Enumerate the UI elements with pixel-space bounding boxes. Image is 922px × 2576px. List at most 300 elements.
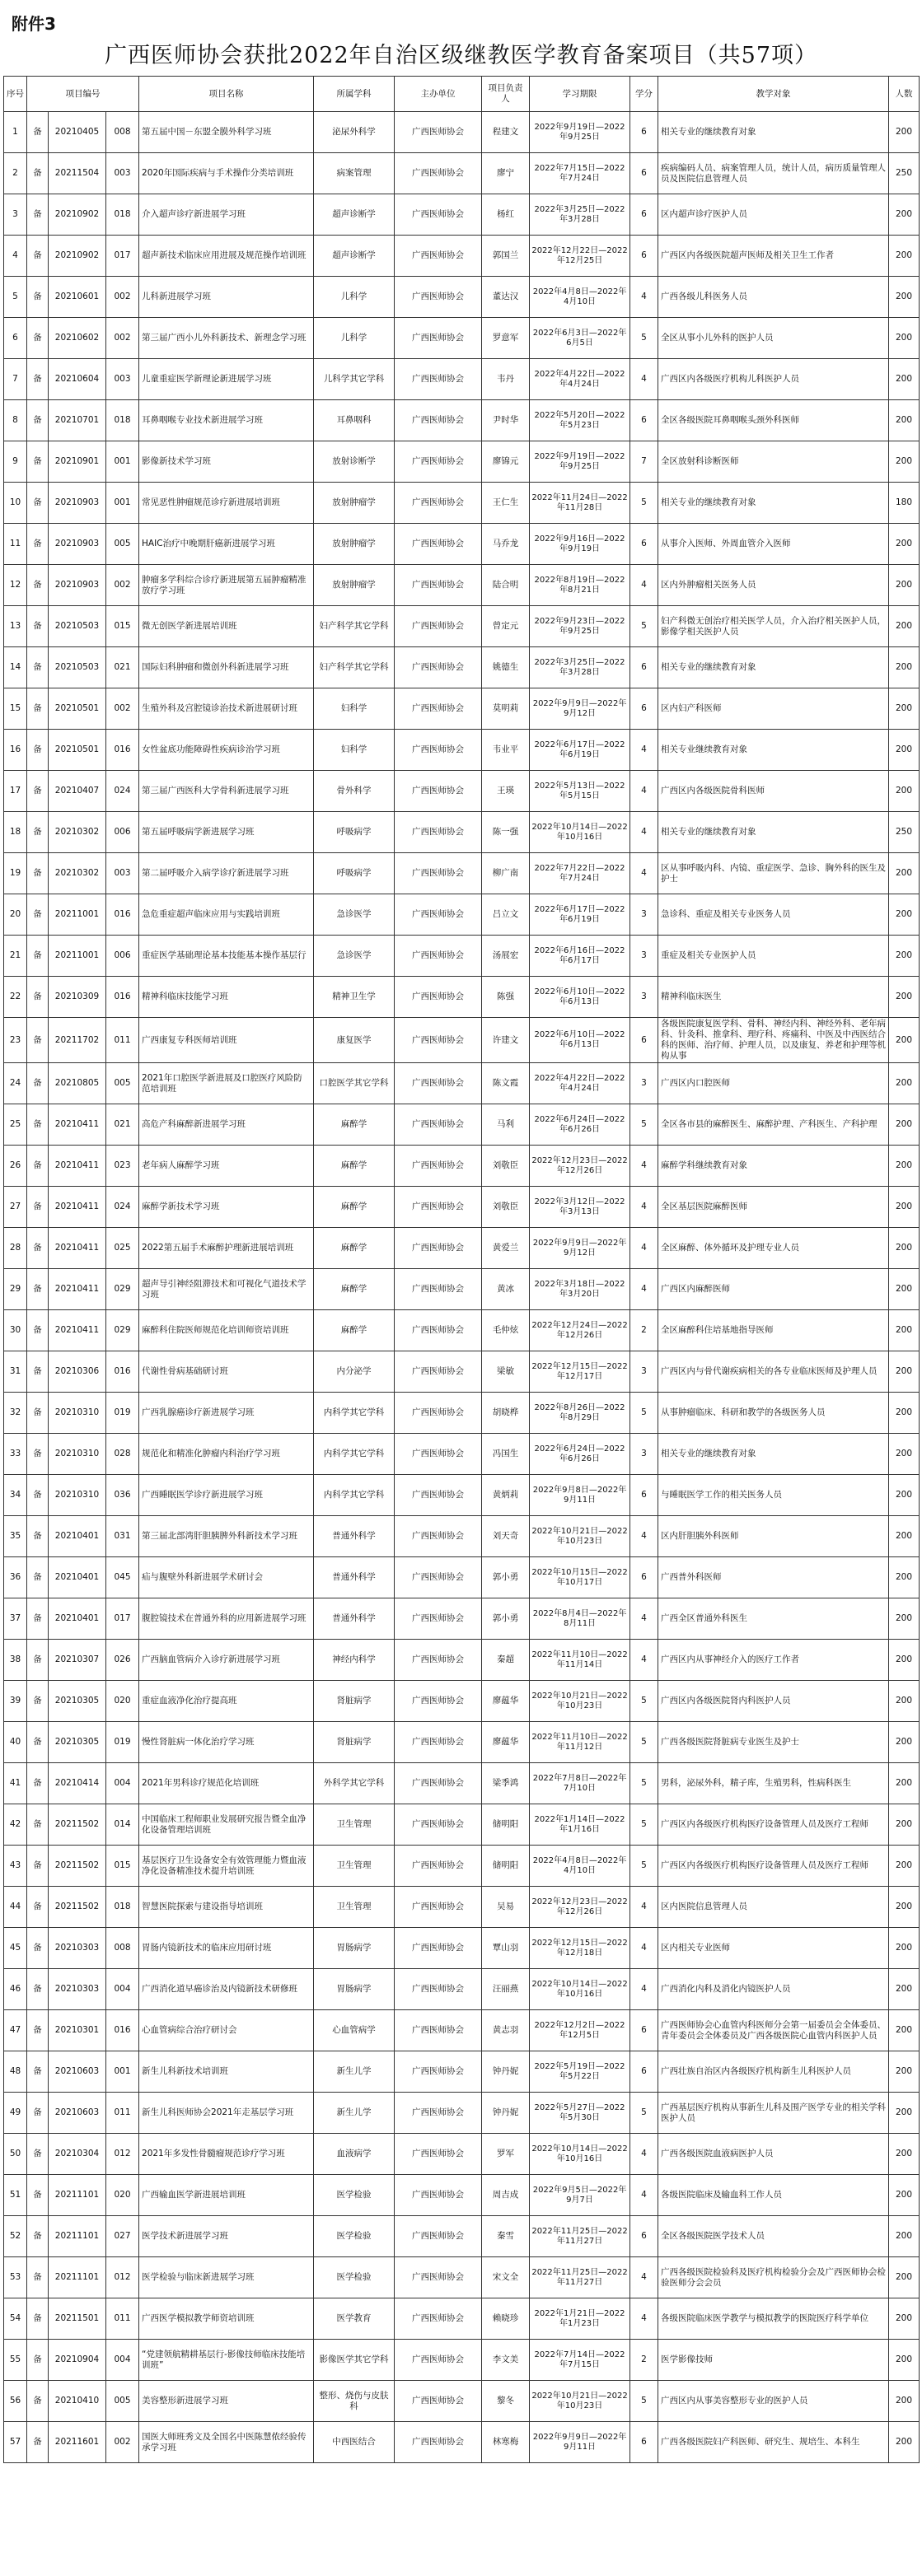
row-index: 29 — [4, 1269, 27, 1310]
project-name: 第五届中国－东盟全膜外科学习班 — [139, 112, 314, 153]
headcount: 200 — [889, 1887, 920, 1928]
headcount: 200 — [889, 2381, 920, 2422]
code-prefix: 备 — [27, 1969, 49, 2010]
code-number: 20210401 — [49, 1598, 106, 1640]
period: 2022年8月4日—2022年8月11日 — [530, 1598, 630, 1640]
organizer: 广西医师协会 — [395, 1393, 482, 1434]
project-name: 广西乳腺癌诊疗新进展学习班 — [139, 1393, 314, 1434]
code-number: 20210903 — [49, 524, 106, 565]
organizer: 广西医师协会 — [395, 2381, 482, 2422]
code-number: 20210310 — [49, 1475, 106, 1516]
period: 2022年12月15日—2022年12月18日 — [530, 1928, 630, 1969]
organizer: 广西医师协会 — [395, 318, 482, 359]
target-audience: 全区从事小儿外科的医护人员 — [658, 318, 889, 359]
organizer: 广西医师协会 — [395, 2422, 482, 2463]
credits: 4 — [630, 565, 658, 606]
header-subject: 所属学科 — [314, 77, 395, 112]
leader: 尹时华 — [482, 400, 530, 441]
credits: 4 — [630, 1887, 658, 1928]
code-prefix: 备 — [27, 894, 49, 936]
code-sequence: 006 — [106, 812, 139, 853]
table-row — [4, 2134, 920, 2175]
subject: 病案管理 — [314, 153, 395, 194]
period: 2022年4月8日—2022年4月10日 — [530, 1846, 630, 1887]
period: 2022年9月9日—2022年9月12日 — [530, 1228, 630, 1269]
period: 2022年7月14日—2022年7月15日 — [530, 2340, 630, 2381]
row-index: 44 — [4, 1887, 27, 1928]
row-index: 55 — [4, 2340, 27, 2381]
project-name: 规范化和精准化肿瘤内科治疗学习班 — [139, 1434, 314, 1475]
code-sequence: 016 — [106, 730, 139, 771]
row-index: 25 — [4, 1104, 27, 1146]
organizer: 广西医师协会 — [395, 2175, 482, 2216]
code-prefix: 备 — [27, 2051, 49, 2093]
project-name: 广西康复专科医师培训班 — [139, 1018, 314, 1063]
organizer: 广西医师协会 — [395, 153, 482, 194]
credits: 2 — [630, 1310, 658, 1351]
code-sequence: 005 — [106, 524, 139, 565]
row-index: 35 — [4, 1516, 27, 1557]
code-prefix: 备 — [27, 1722, 49, 1763]
code-sequence: 016 — [106, 1351, 139, 1393]
project-name: 广西脑血管病介入诊疗新进展学习班 — [139, 1640, 314, 1681]
subject: 泌尿外科学 — [314, 112, 395, 153]
target-audience: 从事介入医师、外周血管介入医师 — [658, 524, 889, 565]
code-sequence: 011 — [106, 2093, 139, 2134]
headcount: 200 — [889, 1763, 920, 1804]
row-index: 13 — [4, 606, 27, 647]
organizer: 广西医师协会 — [395, 2134, 482, 2175]
code-sequence: 014 — [106, 1804, 139, 1846]
code-sequence: 004 — [106, 1969, 139, 2010]
table-row — [4, 112, 920, 153]
target-audience: 广西区内各级医院肾内科医护人员 — [658, 1681, 889, 1722]
code-prefix: 备 — [27, 2298, 49, 2340]
code-prefix: 备 — [27, 1063, 49, 1104]
code-sequence: 045 — [106, 1557, 139, 1598]
target-audience: 各级医院临床医学教学与模拟教学的医院医疗科学单位 — [658, 2298, 889, 2340]
headcount: 200 — [889, 1146, 920, 1187]
row-index: 31 — [4, 1351, 27, 1393]
code-number: 20211504 — [49, 153, 106, 194]
table-row — [4, 1598, 920, 1640]
credits: 7 — [630, 441, 658, 483]
code-prefix: 备 — [27, 483, 49, 524]
target-audience: 急诊科、重症及相关专业医务人员 — [658, 894, 889, 936]
code-sequence: 002 — [106, 2422, 139, 2463]
target-audience: 相关专业继续教育对象 — [658, 730, 889, 771]
target-audience: 广西消化内科及消化内镜医护人员 — [658, 1969, 889, 2010]
credits: 6 — [630, 2216, 658, 2257]
code-sequence: 026 — [106, 1640, 139, 1681]
headcount: 200 — [889, 977, 920, 1018]
credits: 3 — [630, 936, 658, 977]
subject: 呼吸病学 — [314, 812, 395, 853]
code-sequence: 006 — [106, 936, 139, 977]
code-prefix: 备 — [27, 359, 49, 400]
credits: 4 — [630, 1269, 658, 1310]
leader: 吴易 — [482, 1887, 530, 1928]
leader: 莫明莉 — [482, 688, 530, 730]
row-index: 43 — [4, 1846, 27, 1887]
project-name: 国际妇科肿瘤和微创外科新进展学习班 — [139, 647, 314, 688]
leader: 黄冰 — [482, 1269, 530, 1310]
target-audience: 相关专业的继续教育对象 — [658, 1434, 889, 1475]
credits: 6 — [630, 1557, 658, 1598]
headcount: 200 — [889, 2134, 920, 2175]
credits: 6 — [630, 1475, 658, 1516]
headcount: 200 — [889, 2298, 920, 2340]
code-prefix: 备 — [27, 524, 49, 565]
code-number: 20210602 — [49, 318, 106, 359]
leader: 陈强 — [482, 977, 530, 1018]
period: 2022年9月19日—2022年9月25日 — [530, 112, 630, 153]
table-row — [4, 1228, 920, 1269]
headcount: 200 — [889, 1269, 920, 1310]
row-index: 4 — [4, 236, 27, 277]
period: 2022年9月8日—2022年9月11日 — [530, 1475, 630, 1516]
headcount: 200 — [889, 277, 920, 318]
code-number: 20210503 — [49, 647, 106, 688]
project-name: 2021年男科诊疗规范化培训班 — [139, 1763, 314, 1804]
code-number: 20210302 — [49, 853, 106, 894]
headcount: 200 — [889, 1846, 920, 1887]
leader: 郭小勇 — [482, 1598, 530, 1640]
code-sequence: 011 — [106, 2298, 139, 2340]
code-number: 20210503 — [49, 606, 106, 647]
credits: 6 — [630, 2010, 658, 2051]
code-sequence: 002 — [106, 277, 139, 318]
subject: 口腔医学其它学科 — [314, 1063, 395, 1104]
table-row — [4, 483, 920, 524]
table-row — [4, 1434, 920, 1475]
credits: 6 — [630, 2051, 658, 2093]
code-prefix: 备 — [27, 1269, 49, 1310]
headcount: 200 — [889, 1434, 920, 1475]
project-name: 代谢性骨病基础研讨班 — [139, 1351, 314, 1393]
leader: 姚德生 — [482, 647, 530, 688]
period: 2022年12月24日—2022年12月26日 — [530, 1310, 630, 1351]
header-target: 教学对象 — [658, 77, 889, 112]
subject: 神经内科学 — [314, 1640, 395, 1681]
period: 2022年7月22日—2022年7月24日 — [530, 853, 630, 894]
row-index: 26 — [4, 1146, 27, 1187]
subject: 麻醉学 — [314, 1187, 395, 1228]
period: 2022年10月21日—2022年10月23日 — [530, 2381, 630, 2422]
headcount: 200 — [889, 400, 920, 441]
table-row — [4, 400, 920, 441]
subject: 康复医学 — [314, 1018, 395, 1063]
leader: 廖宁 — [482, 153, 530, 194]
project-name: 新生儿科新技术培训班 — [139, 2051, 314, 2093]
target-audience: 广西各级医院妇产科医师、研究生、规培生、本科生 — [658, 2422, 889, 2463]
target-audience: 区从事呼吸内科、内镜、重症医学、急诊、胸外科的医生及护士 — [658, 853, 889, 894]
code-sequence: 012 — [106, 2134, 139, 2175]
target-audience: 精神科临床医生 — [658, 977, 889, 1018]
leader: 郭小勇 — [482, 1557, 530, 1598]
code-number: 20211502 — [49, 1846, 106, 1887]
row-index: 39 — [4, 1681, 27, 1722]
code-number: 20211702 — [49, 1018, 106, 1063]
leader: 黄志羽 — [482, 2010, 530, 2051]
code-prefix: 备 — [27, 400, 49, 441]
project-name: 医学技术新进展学习班 — [139, 2216, 314, 2257]
code-prefix: 备 — [27, 1104, 49, 1146]
leader: 钟丹妮 — [482, 2051, 530, 2093]
leader: 杨红 — [482, 194, 530, 236]
code-prefix: 备 — [27, 565, 49, 606]
code-number: 20210411 — [49, 1269, 106, 1310]
organizer: 广西医师协会 — [395, 1598, 482, 1640]
leader: 曾定元 — [482, 606, 530, 647]
code-sequence: 002 — [106, 565, 139, 606]
period: 2022年3月18日—2022年3月20日 — [530, 1269, 630, 1310]
headcount: 200 — [889, 730, 920, 771]
project-name: 中国临床工程师职业发展研究报告暨全血净化设备管理培训班 — [139, 1804, 314, 1846]
leader: 汤展宏 — [482, 936, 530, 977]
row-index: 18 — [4, 812, 27, 853]
leader: 林寒梅 — [482, 2422, 530, 2463]
leader: 王仁生 — [482, 483, 530, 524]
table-row — [4, 524, 920, 565]
row-index: 6 — [4, 318, 27, 359]
header-organizer: 主办单位 — [395, 77, 482, 112]
credits: 4 — [630, 277, 658, 318]
code-sequence: 016 — [106, 2010, 139, 2051]
organizer: 广西医师协会 — [395, 1640, 482, 1681]
project-name: 疝与腹壁外科新进展学术研讨会 — [139, 1557, 314, 1598]
organizer: 广西医师协会 — [395, 1763, 482, 1804]
table-row — [4, 1928, 920, 1969]
leader: 秦超 — [482, 1640, 530, 1681]
subject: 急诊医学 — [314, 894, 395, 936]
code-sequence: 028 — [106, 1434, 139, 1475]
code-number: 20210903 — [49, 483, 106, 524]
target-audience: 广西区内各级医疗机构医疗设备管理人员及医疗工程师 — [658, 1804, 889, 1846]
header-count: 人数 — [889, 77, 920, 112]
subject: 医学检验 — [314, 2175, 395, 2216]
table-row — [4, 277, 920, 318]
leader: 廖蕴华 — [482, 1722, 530, 1763]
project-name: 新生儿科医师协会2021年走基层学习班 — [139, 2093, 314, 2134]
headcount: 200 — [889, 936, 920, 977]
table-row — [4, 441, 920, 483]
project-name: 医学检验与临床新进展学习班 — [139, 2257, 314, 2298]
row-index: 37 — [4, 1598, 27, 1640]
subject: 麻醉学 — [314, 1146, 395, 1187]
code-sequence: 004 — [106, 1763, 139, 1804]
code-sequence: 018 — [106, 400, 139, 441]
credits: 5 — [630, 1763, 658, 1804]
leader: 罗意军 — [482, 318, 530, 359]
table-row — [4, 1557, 920, 1598]
subject: 内科学其它学科 — [314, 1434, 395, 1475]
organizer: 广西医师协会 — [395, 112, 482, 153]
project-name: 2021年口腔医学新进展及口腔医疗风险防范培训班 — [139, 1063, 314, 1104]
leader: 韦丹 — [482, 359, 530, 400]
code-number: 20211502 — [49, 1887, 106, 1928]
table-row — [4, 1516, 920, 1557]
period: 2022年6月10日—2022年6月13日 — [530, 1018, 630, 1063]
projects-table — [3, 76, 920, 2463]
credits: 4 — [630, 2298, 658, 2340]
target-audience: 广西区内麻醉医师 — [658, 1269, 889, 1310]
project-name: 第五届呼吸病学新进展学习班 — [139, 812, 314, 853]
code-number: 20211101 — [49, 2216, 106, 2257]
row-index: 38 — [4, 1640, 27, 1681]
credits: 4 — [630, 1640, 658, 1681]
organizer: 广西医师协会 — [395, 1310, 482, 1351]
subject: 卫生管理 — [314, 1887, 395, 1928]
subject: 麻醉学 — [314, 1228, 395, 1269]
organizer: 广西医师协会 — [395, 936, 482, 977]
target-audience: 广西医师协会心血管内科医师分会第一届委员会全体委员、青年委员会全体委员及广西各级医院心血管内科医护人员 — [658, 2010, 889, 2051]
leader: 宋文全 — [482, 2257, 530, 2298]
credits: 4 — [630, 2257, 658, 2298]
row-index: 48 — [4, 2051, 27, 2093]
row-index: 40 — [4, 1722, 27, 1763]
target-audience: 从事肿瘤临床、科研和教学的各级医务人员 — [658, 1393, 889, 1434]
credits: 5 — [630, 1393, 658, 1434]
organizer: 广西医师协会 — [395, 2051, 482, 2093]
code-number: 20210310 — [49, 1393, 106, 1434]
headcount: 200 — [889, 606, 920, 647]
headcount: 200 — [889, 1475, 920, 1516]
code-sequence: 015 — [106, 1846, 139, 1887]
subject: 内科学其它学科 — [314, 1475, 395, 1516]
row-index: 53 — [4, 2257, 27, 2298]
code-number: 20210301 — [49, 2010, 106, 2051]
row-index: 36 — [4, 1557, 27, 1598]
headcount: 200 — [889, 1928, 920, 1969]
organizer: 广西医师协会 — [395, 812, 482, 853]
subject: 妇产科学其它学科 — [314, 606, 395, 647]
credits: 5 — [630, 1804, 658, 1846]
organizer: 广西医师协会 — [395, 1887, 482, 1928]
credits: 4 — [630, 1969, 658, 2010]
credits: 6 — [630, 647, 658, 688]
organizer: 广西医师协会 — [395, 1018, 482, 1063]
subject: 麻醉学 — [314, 1104, 395, 1146]
headcount: 200 — [889, 236, 920, 277]
code-number: 20211502 — [49, 1804, 106, 1846]
project-name: 2022第五届手术麻醉护理新进展培训班 — [139, 1228, 314, 1269]
row-index: 47 — [4, 2010, 27, 2051]
row-index: 49 — [4, 2093, 27, 2134]
target-audience: 疾病编码人员、病案管理人员，统计人员，病历质量管理人员及医院信息管理人员 — [658, 153, 889, 194]
code-number: 20210411 — [49, 1104, 106, 1146]
code-prefix: 备 — [27, 318, 49, 359]
code-prefix: 备 — [27, 2093, 49, 2134]
period: 2022年4月8日—2022年4月10日 — [530, 277, 630, 318]
headcount: 200 — [889, 112, 920, 153]
code-sequence: 003 — [106, 153, 139, 194]
subject: 麻醉学 — [314, 1310, 395, 1351]
code-prefix: 备 — [27, 606, 49, 647]
target-audience: 区内妇产科医师 — [658, 688, 889, 730]
headcount: 200 — [889, 1969, 920, 2010]
row-index: 11 — [4, 524, 27, 565]
period: 2022年12月23日—2022年12月26日 — [530, 1887, 630, 1928]
credits: 3 — [630, 1063, 658, 1104]
headcount: 200 — [889, 359, 920, 400]
target-audience: 全区麻醉科住培基地指导医师 — [658, 1310, 889, 1351]
period: 2022年8月26日—2022年8月29日 — [530, 1393, 630, 1434]
leader: 马利 — [482, 1104, 530, 1146]
row-index: 16 — [4, 730, 27, 771]
code-prefix: 备 — [27, 1516, 49, 1557]
organizer: 广西医师协会 — [395, 1063, 482, 1104]
subject: 放射肿瘤学 — [314, 565, 395, 606]
code-sequence: 005 — [106, 1063, 139, 1104]
table-row — [4, 359, 920, 400]
headcount: 200 — [889, 1516, 920, 1557]
code-sequence: 016 — [106, 977, 139, 1018]
header-leader: 项目负责人 — [482, 77, 530, 112]
organizer: 广西医师协会 — [395, 194, 482, 236]
code-sequence: 015 — [106, 606, 139, 647]
target-audience: 广西区内与骨代谢疾病相关的各专业临床医师及护理人员 — [658, 1351, 889, 1393]
table-row — [4, 236, 920, 277]
code-number: 20210407 — [49, 771, 106, 812]
project-name: 2021年多发性骨髓瘤规范诊疗学习班 — [139, 2134, 314, 2175]
table-row — [4, 1146, 920, 1187]
credits: 4 — [630, 359, 658, 400]
period: 2022年4月22日—2022年4月24日 — [530, 1063, 630, 1104]
period: 2022年4月22日—2022年4月24日 — [530, 359, 630, 400]
organizer: 广西医师协会 — [395, 1804, 482, 1846]
code-prefix: 备 — [27, 2257, 49, 2298]
row-index: 41 — [4, 1763, 27, 1804]
leader: 梁敏 — [482, 1351, 530, 1393]
target-audience: 广西基层医疗机构从事新生儿科及围产医学专业的相关学科医护人员 — [658, 2093, 889, 2134]
code-number: 20210414 — [49, 1763, 106, 1804]
organizer: 广西医师协会 — [395, 1104, 482, 1146]
organizer: 广西医师协会 — [395, 1516, 482, 1557]
code-prefix: 备 — [27, 1146, 49, 1187]
period: 2022年5月27日—2022年5月30日 — [530, 2093, 630, 2134]
table-row — [4, 853, 920, 894]
code-number: 20210410 — [49, 2381, 106, 2422]
leader: 刘敬臣 — [482, 1187, 530, 1228]
target-audience: 广西各级医院肾脏病专业医生及护士 — [658, 1722, 889, 1763]
code-sequence: 024 — [106, 1187, 139, 1228]
code-number: 20210303 — [49, 1969, 106, 2010]
headcount: 200 — [889, 1310, 920, 1351]
credits: 3 — [630, 1351, 658, 1393]
target-audience: 相关专业的继续教育对象 — [658, 647, 889, 688]
credits: 4 — [630, 771, 658, 812]
code-sequence: 002 — [106, 688, 139, 730]
project-name: 生殖外科及宫腔镜诊治技术新进展研讨班 — [139, 688, 314, 730]
leader: 储明阳 — [482, 1846, 530, 1887]
code-number: 20210310 — [49, 1434, 106, 1475]
credits: 5 — [630, 1722, 658, 1763]
target-audience: 全区麻醉、体外循环及护理专业人员 — [658, 1228, 889, 1269]
subject: 医学教育 — [314, 2298, 395, 2340]
project-name: 超声导引神经阻滞技术和可视化气道技术学习班 — [139, 1269, 314, 1310]
code-prefix: 备 — [27, 977, 49, 1018]
table-row — [4, 1187, 920, 1228]
code-number: 20211001 — [49, 894, 106, 936]
headcount: 200 — [889, 1018, 920, 1063]
subject: 胃肠病学 — [314, 1928, 395, 1969]
subject: 急诊医学 — [314, 936, 395, 977]
code-prefix: 备 — [27, 1187, 49, 1228]
headcount: 200 — [889, 2010, 920, 2051]
period: 2022年6月24日—2022年6月26日 — [530, 1434, 630, 1475]
leader: 汪丽燕 — [482, 1969, 530, 2010]
